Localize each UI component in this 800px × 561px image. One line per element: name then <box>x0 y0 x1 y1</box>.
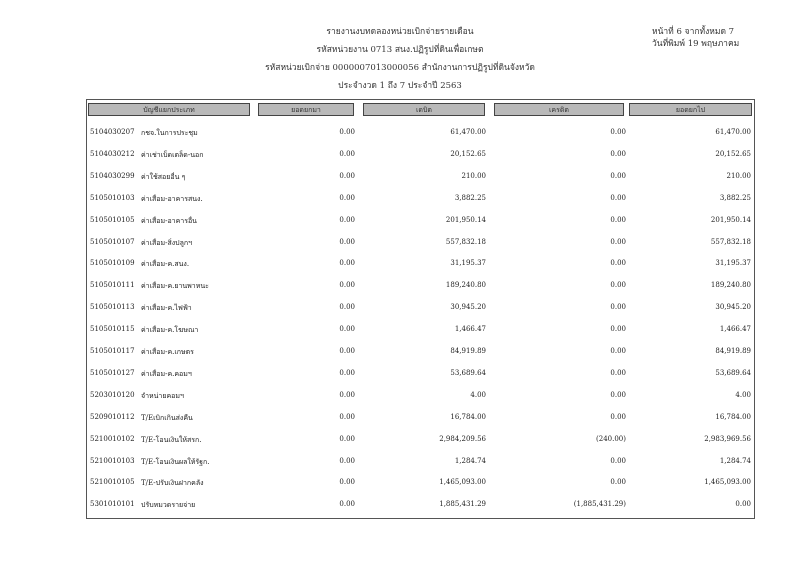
account-name: ค่าใช้สอยอื่น ๆ <box>141 172 186 181</box>
opening-balance: 0.00 <box>339 478 355 487</box>
account-code: 5105010111 <box>90 281 135 290</box>
account-name: ค่าเสื่อม-ค.คอมฯ <box>141 369 192 378</box>
closing-balance: 201,950.14 <box>710 215 751 224</box>
debit-amount: 2,984,209.56 <box>439 434 486 443</box>
table-row <box>86 365 755 387</box>
opening-balance: 0.00 <box>339 368 355 377</box>
account-code: 5203010120 <box>90 390 135 399</box>
credit-amount: 0.00 <box>610 478 626 487</box>
account-name: ค่าเสื่อม-ค.สนง. <box>141 260 190 269</box>
column-header-closing: ยอดยกไป <box>629 103 752 116</box>
debit-amount: 3,882.25 <box>454 193 486 202</box>
page-number: หน้าที่ 6 จากทั้งหมด 7 <box>652 27 735 37</box>
table-row <box>86 124 755 146</box>
account-name: ค่าเสื่อม-อาคารอื่น <box>141 216 197 225</box>
account-code: 5105010127 <box>90 368 135 377</box>
debit-amount: 1,466.47 <box>454 325 486 334</box>
credit-amount: 0.00 <box>610 149 626 158</box>
period-label: ประจำงวด 1 ถึง 7 ประจำปี 2563 <box>338 81 462 91</box>
table-row <box>86 277 755 299</box>
credit-amount: (240.00) <box>596 434 626 443</box>
credit-amount: 0.00 <box>610 171 626 180</box>
account-code: 5210010102 <box>90 434 135 443</box>
table-row <box>86 453 755 475</box>
opening-balance: 0.00 <box>339 456 355 465</box>
opening-balance: 0.00 <box>339 149 355 158</box>
debit-amount: 16,784.00 <box>450 412 486 421</box>
opening-balance: 0.00 <box>339 325 355 334</box>
column-header-account: บัญชีแยกประเภท <box>88 103 250 116</box>
table-row <box>86 474 755 496</box>
closing-balance: 3,882.25 <box>719 193 751 202</box>
credit-amount: 0.00 <box>610 303 626 312</box>
closing-balance: 1,284.74 <box>719 456 751 465</box>
credit-amount: 0.00 <box>610 128 626 136</box>
opening-balance: 0.00 <box>339 281 355 290</box>
opening-balance: 0.00 <box>339 303 355 312</box>
account-name: T/Eเบิกเกินส่งคืน <box>141 413 193 422</box>
table-row <box>86 321 755 343</box>
credit-amount: 0.00 <box>610 281 626 290</box>
closing-balance: 2,983,969.56 <box>704 434 751 443</box>
account-name: กชจ.ในการประชุม <box>141 129 198 137</box>
debit-amount: 210.00 <box>461 171 486 180</box>
closing-balance: 557,832.18 <box>710 237 751 246</box>
debit-amount: 53,689.64 <box>450 368 486 377</box>
account-name: ค่าเสื่อม-อาคารสนง. <box>141 194 203 203</box>
credit-amount: (1,885,431.29) <box>573 500 626 509</box>
account-name: ค่าเสื่อม-ค.โฆษณา <box>141 326 199 335</box>
debit-amount: 1,284.74 <box>454 456 486 465</box>
account-name: T/E-ปรับเงินฝากคลัง <box>141 479 204 488</box>
opening-balance: 0.00 <box>339 215 355 224</box>
opening-balance: 0.00 <box>339 171 355 180</box>
account-name: ค่าเสื่อม-ค.ยานพาหนะ <box>141 282 209 291</box>
closing-balance: 4.00 <box>735 390 751 399</box>
closing-balance: 20,152.65 <box>715 149 751 158</box>
account-name: ปรับหมวดรายจ่าย <box>141 501 196 510</box>
account-name: จำหน่ายคอมฯ <box>141 391 184 400</box>
opening-balance: 0.00 <box>339 237 355 246</box>
account-code: 5301010101 <box>90 500 135 509</box>
closing-balance: 1,466.47 <box>719 325 751 334</box>
debit-amount: 20,152.65 <box>450 149 486 158</box>
credit-amount: 0.00 <box>610 325 626 334</box>
account-code: 5105010117 <box>90 347 135 355</box>
account-code: 5105010109 <box>90 259 135 268</box>
table-row <box>86 409 755 431</box>
table-row <box>86 190 755 212</box>
closing-balance: 189,240.80 <box>710 281 751 290</box>
account-code: 5105010115 <box>90 325 135 334</box>
credit-amount: 0.00 <box>610 347 626 355</box>
table-row <box>86 168 755 190</box>
opening-balance: 0.00 <box>339 390 355 399</box>
closing-balance: 210.00 <box>726 171 751 180</box>
account-code: 5105010105 <box>90 215 135 224</box>
debit-amount: 30,945.20 <box>450 303 486 312</box>
debit-amount: 4.00 <box>470 390 486 399</box>
credit-amount: 0.00 <box>610 237 626 246</box>
table-row <box>86 343 755 365</box>
debit-amount: 1,465,093.00 <box>439 478 486 487</box>
opening-balance: 0.00 <box>339 412 355 421</box>
account-name: T/E-โอนเงินให้สรก. <box>141 435 202 444</box>
credit-amount: 0.00 <box>610 193 626 202</box>
closing-balance: 84,919.89 <box>715 347 751 355</box>
account-code: 5105010113 <box>90 303 135 312</box>
credit-amount: 0.00 <box>610 456 626 465</box>
column-header-credit: เครดิต <box>494 103 624 116</box>
table-row <box>86 387 755 409</box>
closing-balance: 16,784.00 <box>715 412 751 421</box>
closing-balance: 61,470.00 <box>715 128 751 136</box>
account-code: 5210010105 <box>90 478 135 487</box>
debit-amount: 201,950.14 <box>445 215 486 224</box>
table-row <box>86 212 755 234</box>
closing-balance: 31,195.37 <box>715 259 751 268</box>
closing-balance: 30,945.20 <box>715 303 751 312</box>
closing-balance: 0.00 <box>735 500 751 509</box>
table-row <box>86 146 755 168</box>
report-title: รายงานงบทดลองหน่วยเบิกจ่ายรายเดือน <box>326 27 474 37</box>
account-code: 5104030299 <box>90 171 135 180</box>
debit-amount: 1,885,431.29 <box>439 500 486 509</box>
debit-amount: 557,832.18 <box>445 237 486 246</box>
credit-amount: 0.00 <box>610 412 626 421</box>
account-code: 5105010107 <box>90 237 135 246</box>
account-code: 5104030212 <box>90 149 135 158</box>
account-name: ค่าเช่าเบ็ดเตล็ด-นอก <box>141 150 204 159</box>
print-date: วันที่พิมพ์ 19 พฤษภาคม <box>652 39 740 49</box>
closing-balance: 1,465,093.00 <box>704 478 751 487</box>
disbursement-unit: รหัสหน่วยเบิกจ่าย 0000007013000056 สำนักงานการปฏิรูปที่ดินจังหวัด <box>265 63 535 73</box>
opening-balance: 0.00 <box>339 347 355 355</box>
table-row <box>86 496 755 518</box>
opening-balance: 0.00 <box>339 259 355 268</box>
opening-balance: 0.00 <box>339 128 355 136</box>
debit-amount: 31,195.37 <box>450 259 486 268</box>
account-code: 5105010103 <box>90 193 135 202</box>
account-code: 5104030207 <box>90 128 135 136</box>
credit-amount: 0.00 <box>610 390 626 399</box>
closing-balance: 53,689.64 <box>715 368 751 377</box>
account-name: T/E-โอนเงินผลให้รัฐก. <box>141 457 210 466</box>
account-code: 5209010112 <box>90 412 135 421</box>
opening-balance: 0.00 <box>339 434 355 443</box>
column-header-opening: ยอดยกมา <box>258 103 354 116</box>
table-row <box>86 299 755 321</box>
agency-code: รหัสหน่วยงาน 0713 สนง.ปฏิรูปที่ดินเพื่อเกษต <box>316 45 484 55</box>
column-header-debit: เดบิต <box>363 103 485 116</box>
table-row <box>86 431 755 453</box>
account-code: 5210010103 <box>90 456 135 465</box>
debit-amount: 84,919.89 <box>450 347 486 355</box>
table-row <box>86 234 755 256</box>
opening-balance: 0.00 <box>339 193 355 202</box>
account-name: ค่าเสื่อม-สิ่งปลูกฯ <box>141 238 193 247</box>
debit-amount: 189,240.80 <box>445 281 486 290</box>
credit-amount: 0.00 <box>610 215 626 224</box>
account-name: ค่าเสื่อม-ค.ไฟฟ้า <box>141 304 192 313</box>
debit-amount: 61,470.00 <box>450 128 486 136</box>
credit-amount: 0.00 <box>610 368 626 377</box>
opening-balance: 0.00 <box>339 500 355 509</box>
account-name: ค่าเสื่อม-ค.เกษตร <box>141 348 194 356</box>
table-row <box>86 255 755 277</box>
credit-amount: 0.00 <box>610 259 626 268</box>
